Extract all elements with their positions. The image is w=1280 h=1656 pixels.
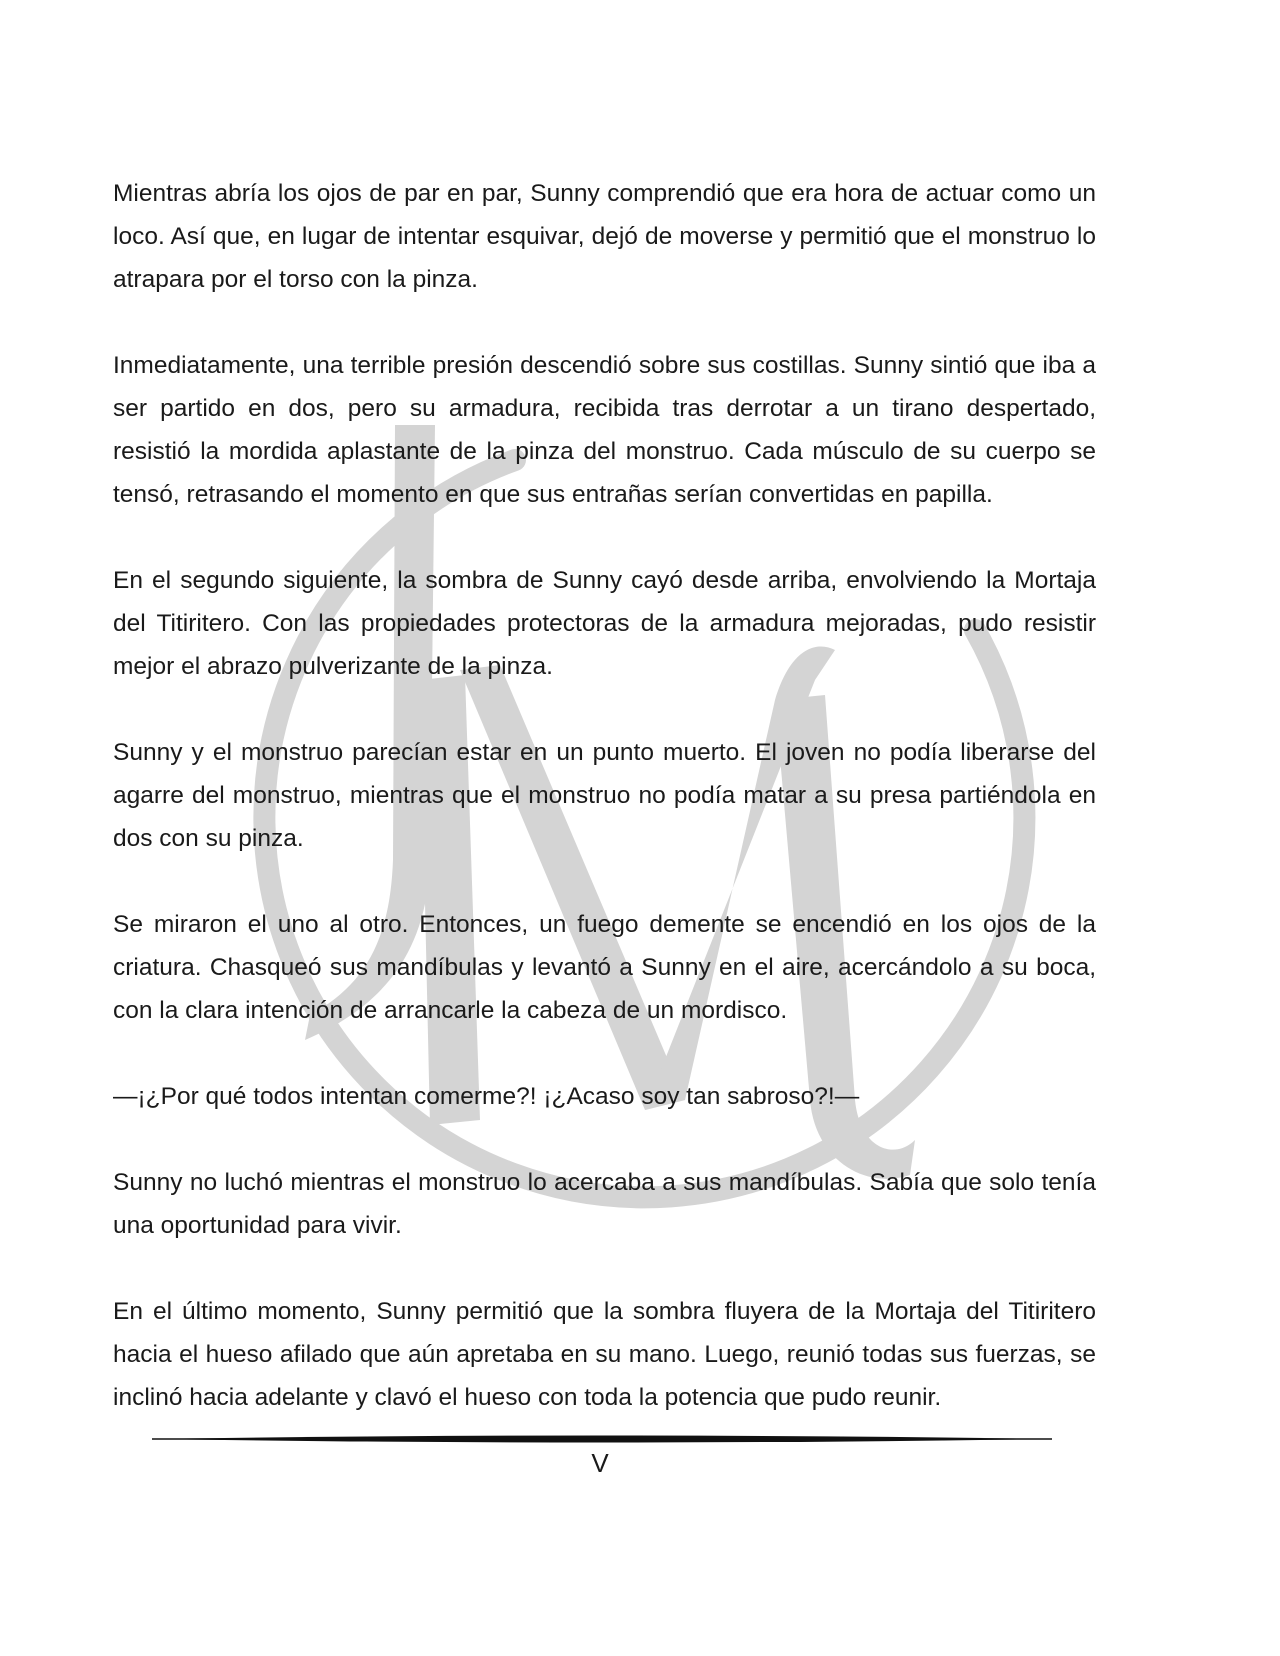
footer-divider xyxy=(152,1432,1052,1446)
document-body xyxy=(113,172,1096,1462)
paragraph-3: En el segundo siguiente, la sombra de Sunny cayó desde arriba, envolviendo la Mortaja del Titiritero. Con las propiedades protectoras de la armadura mejoradas, pudo resistir mejor el abrazo pulverizante de la pinza. xyxy=(113,567,1096,680)
page-number: V xyxy=(591,1448,609,1478)
paragraph-6-dialogue: —¡¿Por qué todos intentan comerme?! ¡¿Acaso soy tan sabroso?!— xyxy=(113,1083,860,1110)
paragraph-7: Sunny no luchó mientras el monstruo lo acercaba a sus mandíbulas. Sabía que solo tenía una oportunidad para vivir. xyxy=(113,1169,1096,1239)
paragraph-1: Mientras abría los ojos de par en par, Sunny comprendió que era hora de actuar como un loco. Así que, en lugar de intentar esquivar, dejó de moverse y permitió que el monstruo lo atrapara por el torso con la pinza. xyxy=(113,180,1096,293)
paragraph-5: Se miraron el uno al otro. Entonces, un fuego demente se encendió en los ojos de la criatura. Chasqueó sus mandíbulas y levantó a Sunny en el aire, acercándolo a su boca, con la clara intención de arrancarle la cabeza de un mordisco. xyxy=(113,911,1096,1024)
paragraph-2: Inmediatamente, una terrible presión descendió sobre sus costillas. Sunny sintió que iba a ser partido en dos, pero su armadura, recibida tras derrotar a un tirano despertado, resistió la mordida aplastante de la pinza del monstruo. Cada músculo de su cuerpo se tensó, retrasando el momento en que sus entrañas serían convertidas en papilla. xyxy=(113,352,1096,508)
paragraph-8: En el último momento, Sunny permitió que la sombra fluyera de la Mortaja del Titiritero hacia el hueso afilado que aún apretaba en su mano. Luego, reunió todas sus fuerzas, se inclinó hacia adelante y clavó el hueso con toda la potencia que pudo reunir. xyxy=(113,1298,1096,1411)
paragraph-4: Sunny y el monstruo parecían estar en un punto muerto. El joven no podía liberarse del agarre del monstruo, mientras que el monstruo no podía matar a su presa partiéndola en dos con su pinza. xyxy=(113,739,1096,852)
